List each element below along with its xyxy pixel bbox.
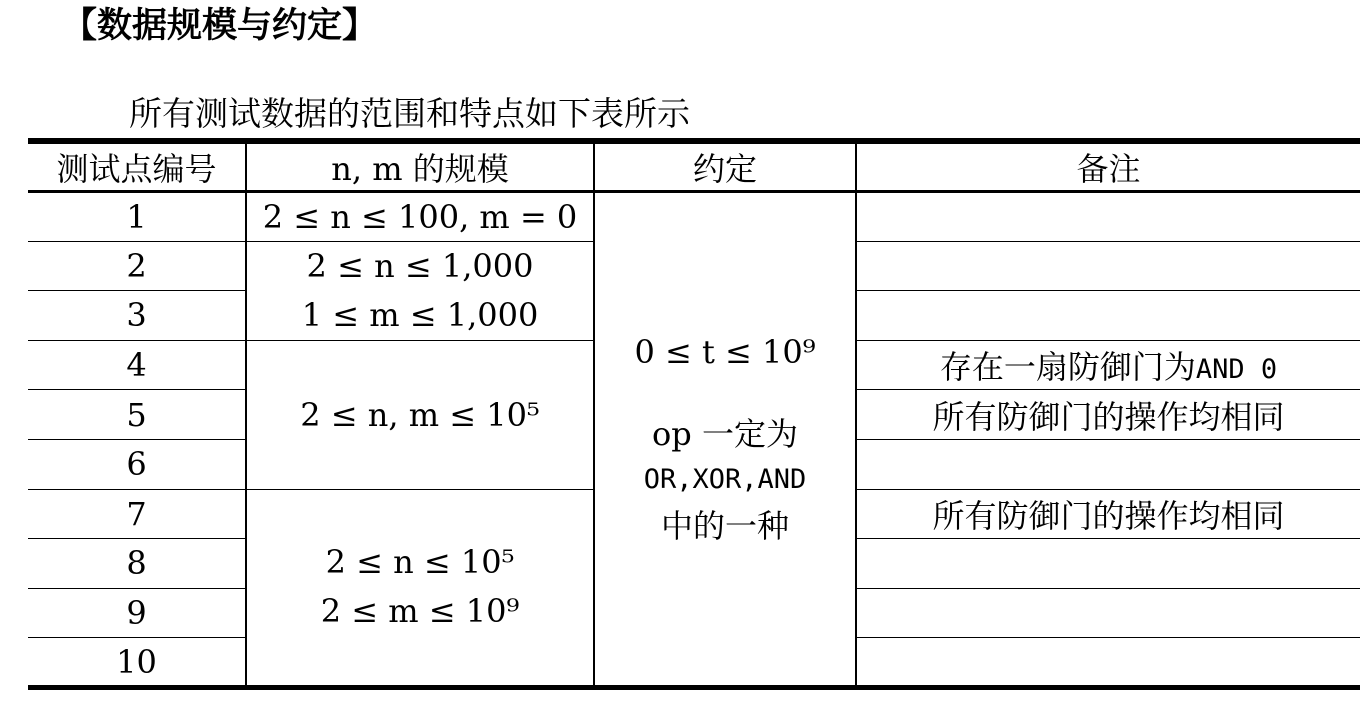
table-row xyxy=(28,192,1360,242)
scale-cell xyxy=(246,489,594,687)
test-id-cell: 10 xyxy=(28,638,246,688)
convention-cell xyxy=(594,192,856,688)
header-scale: n, m 的规模 xyxy=(246,141,594,192)
test-id-cell: 8 xyxy=(28,539,246,589)
note-text: 存在一扇防御门为 xyxy=(939,348,1196,387)
op-line-text: op 一定为 xyxy=(652,414,798,453)
scale-n-range: 2 ≤ n ≤ 1,000 xyxy=(306,246,534,285)
test-id-cell: 3 xyxy=(28,291,246,341)
op-values-text: OR,XOR,AND xyxy=(643,463,807,495)
op-tail-text: 中的一种 xyxy=(660,506,789,545)
note-cell xyxy=(856,439,1360,489)
note-cell xyxy=(856,192,1360,242)
scale-cell: 2 ≤ n ≤ 100, m = 0 xyxy=(246,192,594,242)
note-cell xyxy=(856,588,1360,638)
scale-m-range: 1 ≤ m ≤ 1,000 xyxy=(301,295,539,334)
test-id-cell: 1 xyxy=(28,192,246,242)
test-id-cell: 2 xyxy=(28,241,246,291)
note-cell xyxy=(856,638,1360,688)
section-heading: 【数据规模与约定】 xyxy=(62,6,378,46)
test-id-cell: 5 xyxy=(28,390,246,440)
note-cell xyxy=(856,340,1360,390)
test-id-cell: 7 xyxy=(28,489,246,539)
scale-cell: 2 ≤ n, m ≤ 10⁵ xyxy=(246,340,594,489)
test-id-cell: 6 xyxy=(28,439,246,489)
header-convention: 约定 xyxy=(594,141,856,192)
note-cell xyxy=(856,241,1360,291)
t-range-text: 0 ≤ t ≤ 10⁹ xyxy=(634,332,816,371)
header-notes: 备注 xyxy=(856,141,1360,192)
note-cell: 所有防御门的操作均相同 xyxy=(856,489,1360,539)
test-id-cell: 4 xyxy=(28,340,246,390)
test-id-cell: 9 xyxy=(28,588,246,638)
data-limits-table xyxy=(28,138,1360,690)
scale-m-range: 2 ≤ m ≤ 10⁹ xyxy=(320,592,520,631)
scale-n-range: 2 ≤ n ≤ 10⁵ xyxy=(325,543,515,582)
intro-text: 所有测试数据的范围和特点如下表所示 xyxy=(129,94,690,133)
table-header-row xyxy=(28,141,1360,192)
header-test-id: 测试点编号 xyxy=(28,141,246,192)
scale-cell xyxy=(246,241,594,340)
note-cell xyxy=(856,539,1360,589)
note-code: AND 0 xyxy=(1195,354,1278,386)
note-cell: 所有防御门的操作均相同 xyxy=(856,390,1360,440)
note-cell xyxy=(856,291,1360,341)
